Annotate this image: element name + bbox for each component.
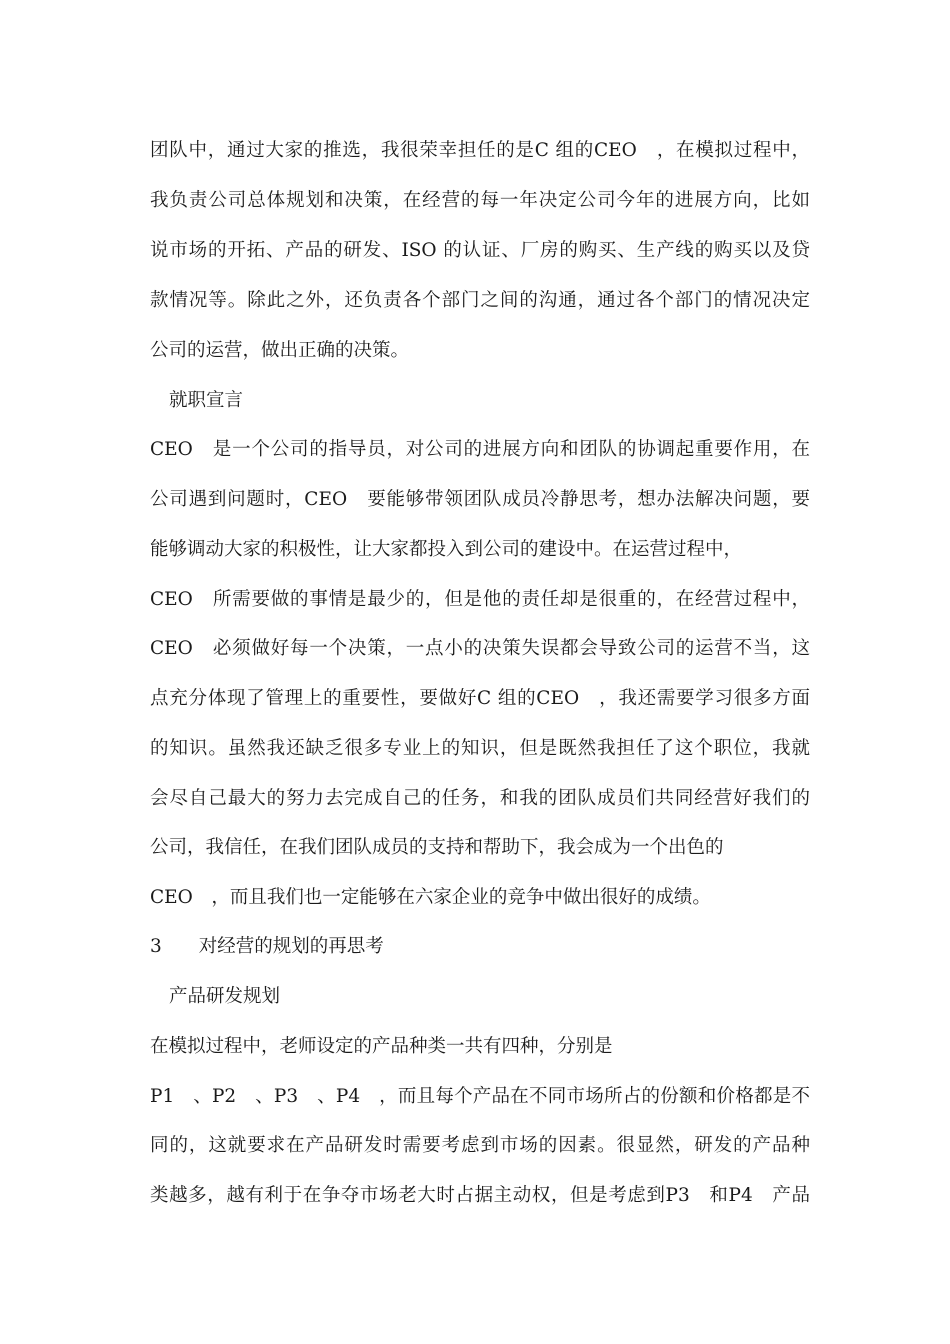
paragraph-line: 类越多，越有利于在争夺市场老大时占据主动权，但是考虑到P3 和P4 产品 (150, 1185, 810, 1206)
paragraph-line: 同的，这就要求在产品研发时需要考虑到市场的因素。很显然，研发的产品种 (150, 1135, 810, 1156)
paragraph-line: 在模拟过程中，老师设定的产品种类一共有四种，分别是 (150, 1036, 613, 1057)
paragraph-line: CEO 必须做好每一个决策，一点小的决策失误都会导致公司的运营不当，这 (150, 638, 810, 659)
paragraph-line: 能够调动大家的积极性，让大家都投入到公司的建设中。在运营过程中， (150, 539, 743, 560)
section-heading: 3 对经营的规划的再思考 (150, 936, 384, 957)
paragraph-line: CEO 是一个公司的指导员，对公司的进展方向和团队的协调起重要作用，在 (150, 439, 810, 460)
paragraph-line: 的知识。虽然我还缺乏很多专业上的知识，但是既然我担任了这个职位，我就 (150, 738, 810, 759)
paragraph-line: 会尽自己最大的努力去完成自己的任务，和我的团队成员们共同经营好我们的 (150, 788, 810, 809)
paragraph-line: 公司，我信任，在我们团队成员的支持和帮助下，我会成为一个出色的 (150, 837, 724, 858)
subsection-heading: 产品研发规划 (169, 986, 281, 1007)
paragraph-line: 点充分体现了管理上的重要性，要做好C 组的CEO ，我还需要学习很多方面 (150, 688, 810, 709)
paragraph-line: 说市场的开拓、产品的研发、ISO 的认证、厂房的购买、生产线的购买以及贷 (150, 240, 810, 261)
section-heading: 就职宣言 (169, 390, 244, 411)
paragraph-line: CEO 所需要做的事情是最少的，但是他的责任却是很重的，在经营过程中， (150, 589, 810, 610)
paragraph-line: 公司的运营，做出正确的决策。 (150, 340, 410, 361)
paragraph-line: CEO ，而且我们也一定能够在六家企业的竞争中做出很好的成绩。 (150, 887, 711, 908)
paragraph-line: P1 、P2 、P3 、P4 ，而且每个产品在不同市场所占的份额和价格都是不 (150, 1086, 810, 1107)
paragraph-line: 我负责公司总体规划和决策，在经营的每一年决定公司今年的进展方向，比如 (150, 190, 810, 211)
paragraph-line: 公司遇到问题时，CEO 要能够带领团队成员冷静思考，想办法解决问题，要 (150, 489, 810, 510)
paragraph-line: 款情况等。除此之外，还负责各个部门之间的沟通，通过各个部门的情况决定 (150, 290, 810, 311)
paragraph-line: 团队中，通过大家的推选，我很荣幸担任的是C 组的CEO ，在模拟过程中， (150, 140, 810, 161)
